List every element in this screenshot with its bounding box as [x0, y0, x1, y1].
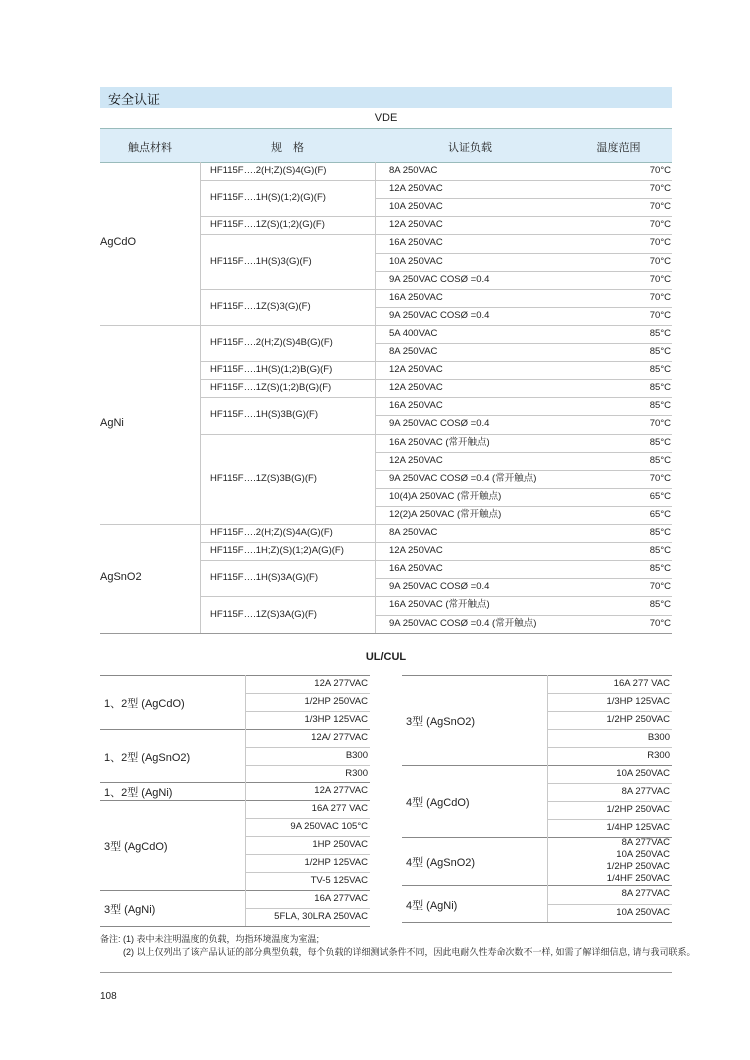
temp-cell: 85°C	[649, 364, 671, 376]
ul-value-cell: 8A 277VAC	[621, 786, 670, 798]
ul-value-cell: 5FLA, 30LRA 250VAC	[274, 910, 368, 922]
spec-cell: HF115F….1H(S)3(G)(F)	[210, 255, 312, 267]
row-divider	[375, 542, 672, 543]
ul-value-cell: 1/3HP 125VAC	[304, 713, 368, 725]
load-cell: 16A 250VAC	[389, 400, 443, 412]
ul-value-cell: 8A 277VAC	[621, 837, 670, 849]
ul-value-cell: TV-5 125VAC	[310, 874, 368, 886]
load-cell: 12A 250VAC	[389, 382, 443, 394]
header-temp: 温度范围	[596, 142, 641, 154]
row-divider	[375, 253, 672, 254]
spec-cell: HF115F….2(H;Z)(S)4(G)(F)	[210, 165, 327, 177]
temp-cell: 85°C	[649, 454, 671, 466]
col-divider	[375, 162, 376, 633]
vde-table-header	[100, 128, 672, 163]
ul-value-cell: 1/2HP 250VAC	[606, 861, 670, 873]
ul-value-cell: 1/4HP 125VAC	[606, 822, 670, 834]
temp-cell: 70°C	[649, 255, 671, 267]
note-line-1: 备注: (1) 表中未注明温度的负载，均指环境温度为室温;	[100, 934, 320, 944]
load-cell: 12A 250VAC	[389, 219, 443, 231]
ul-row-divider	[547, 801, 672, 802]
ul-row-divider	[547, 747, 672, 748]
ul-top-line	[402, 675, 672, 676]
load-cell: 16A 250VAC	[389, 291, 443, 303]
ul-group-label: 1、2型 (AgCdO)	[104, 697, 185, 710]
ul-row-divider	[547, 711, 672, 712]
temp-cell: 70°C	[649, 291, 671, 303]
load-cell: 8A 250VAC	[389, 346, 438, 357]
ul-value-cell: 8A 277VAC	[621, 888, 670, 900]
spec-cell: HF115F….1Z(S)(1;2)(G)(F)	[210, 219, 325, 231]
load-cell: 9A 250VAC COSØ =0.4	[389, 418, 490, 430]
ul-top-line	[100, 675, 370, 676]
load-cell: 8A 250VAC	[389, 527, 438, 538]
ul-value-cell: 10A 250VAC	[616, 849, 670, 861]
material-cell: AgSnO2	[100, 571, 142, 584]
temp-cell: 65°C	[649, 508, 671, 520]
row-divider	[375, 234, 672, 235]
ul-col-divider	[547, 675, 548, 922]
ul-value-cell: R300	[647, 750, 670, 762]
spec-divider	[200, 542, 375, 543]
row-divider	[375, 325, 672, 326]
ul-group-divider	[100, 729, 370, 730]
ul-value-cell: B300	[647, 732, 670, 744]
ul-group-divider	[402, 922, 672, 923]
temp-cell: 70°C	[649, 418, 671, 430]
spec-divider	[200, 216, 375, 217]
load-cell: 9A 250VAC COSØ =0.4 (常开触点)	[389, 617, 537, 629]
temp-cell: 70°C	[649, 273, 671, 285]
ul-value-cell: 12A 277VAC	[314, 785, 368, 797]
row-divider	[375, 578, 672, 579]
header-spec: 规 格	[271, 142, 304, 154]
spec-cell: HF115F….1H(S)(1;2)(G)(F)	[210, 192, 326, 204]
spec-divider	[200, 596, 375, 597]
section-title: 安全认证	[108, 92, 161, 107]
load-cell: 9A 250VAC COSØ =0.4	[389, 309, 490, 321]
ul-value-cell: 1/2HP 250VAC	[606, 804, 670, 816]
load-cell: 16A 250VAC	[389, 237, 443, 249]
note-line-2: (2) 以上仅列出了该产品认证的部分典型负载，每个负载的详细测试条件不同，因此电耐久性寿命次数不一样, 如需了解详细信息, 请与我司联系。	[123, 947, 696, 957]
row-divider	[375, 271, 672, 272]
ul-row-divider	[245, 747, 370, 748]
ul-group-divider	[402, 765, 672, 766]
table-bottom	[100, 633, 672, 634]
row-divider	[375, 379, 672, 380]
spec-divider	[200, 180, 375, 181]
ul-row-divider	[245, 818, 370, 819]
row-divider	[375, 434, 672, 435]
load-cell: 9A 250VAC COSØ =0.4 (常开触点)	[389, 472, 537, 484]
group-divider	[100, 524, 200, 525]
ul-group-divider	[100, 800, 370, 801]
temp-cell: 70°C	[649, 617, 671, 629]
spec-divider	[200, 234, 375, 235]
ul-group-label: 1、2型 (AgNi)	[104, 787, 173, 800]
ul-row-divider	[547, 783, 672, 784]
ul-title: UL/CUL	[365, 651, 407, 663]
footer-divider	[100, 972, 672, 973]
spec-cell: HF115F….1Z(S)(1;2)B(G)(F)	[210, 382, 332, 394]
temp-cell: 65°C	[649, 490, 671, 502]
row-divider	[375, 470, 672, 471]
ul-group-label: 4型 (AgNi)	[406, 899, 458, 912]
ul-group-divider	[100, 782, 370, 783]
ul-group-divider	[402, 885, 672, 886]
ul-value-cell: 9A 250VAC 105°C	[290, 821, 368, 833]
ul-value-cell: 12A/ 277VAC	[311, 731, 368, 743]
ul-row-divider	[547, 729, 672, 730]
ul-value-cell: 16A 277VAC	[314, 892, 368, 904]
ul-group-label: 4型 (AgSnO2)	[406, 857, 476, 870]
header-material: 触点材料	[128, 142, 172, 154]
spec-cell: HF115F….1Z(S)3A(G)(F)	[210, 608, 317, 620]
temp-cell: 85°C	[649, 527, 671, 538]
spec-divider	[200, 397, 375, 398]
spec-cell: HF115F….1Z(S)3(G)(F)	[210, 300, 311, 312]
spec-cell: HF115F….2(H;Z)(S)4B(G)(F)	[210, 337, 333, 348]
ul-group-label: 4型 (AgCdO)	[406, 797, 470, 810]
load-cell: 12A 250VAC	[389, 364, 443, 376]
ul-value-cell: 1/2HP 125VAC	[304, 857, 368, 868]
ul-group-divider	[100, 926, 370, 927]
spec-divider	[200, 434, 375, 435]
ul-row-divider	[547, 819, 672, 820]
col-divider	[200, 162, 201, 633]
row-divider	[375, 216, 672, 217]
temp-cell: 70°C	[649, 309, 671, 321]
row-divider	[375, 289, 672, 290]
ul-row-divider	[245, 854, 370, 855]
load-cell: 9A 250VAC COSØ =0.4	[389, 273, 490, 285]
ul-value-cell: 1/4HF 250VAC	[606, 873, 670, 885]
ul-value-cell: R300	[345, 767, 368, 779]
ul-row-divider	[245, 765, 370, 766]
ul-row-divider	[245, 872, 370, 873]
ul-row-divider	[547, 693, 672, 694]
ul-col-divider	[245, 675, 246, 926]
load-cell: 16A 250VAC	[389, 563, 443, 575]
ul-value-cell: 16A 277 VAC	[311, 803, 368, 815]
load-cell: 12A 250VAC	[389, 454, 443, 466]
spec-divider	[200, 361, 375, 362]
spec-divider	[200, 379, 375, 380]
section-title-bar	[100, 87, 672, 108]
temp-cell: 70°C	[649, 581, 671, 593]
load-cell: 12A 250VAC	[389, 183, 443, 195]
temp-cell: 70°C	[649, 183, 671, 195]
load-cell: 9A 250VAC COSØ =0.4	[389, 581, 490, 593]
row-divider	[375, 452, 672, 453]
ul-value-cell: 16A 277 VAC	[613, 678, 670, 689]
row-divider	[375, 560, 672, 561]
ul-value-cell: 10A 250VAC	[616, 768, 670, 780]
ul-value-cell: 12A 277VAC	[314, 678, 368, 689]
ul-row-divider	[547, 904, 672, 905]
ul-value-cell: 10A 250VAC	[616, 906, 670, 918]
ul-row-divider	[245, 908, 370, 909]
temp-cell: 85°C	[649, 436, 671, 448]
row-divider	[375, 615, 672, 616]
spec-cell: HF115F….1H(S)3B(G)(F)	[210, 409, 319, 421]
row-divider	[375, 343, 672, 344]
spec-divider	[200, 524, 375, 525]
spec-cell: HF115F….1Z(S)3B(G)(F)	[210, 472, 317, 484]
ul-group-label: 3型 (AgCdO)	[104, 841, 168, 854]
ul-group-divider	[100, 890, 370, 891]
temp-cell: 70°C	[649, 219, 671, 231]
header-load: 认证负载	[448, 142, 492, 154]
temp-cell: 70°C	[649, 237, 671, 249]
ul-group-label: 3型 (AgNi)	[104, 903, 156, 916]
spec-cell: HF115F….1H(S)3A(G)(F)	[210, 572, 319, 584]
row-divider	[375, 524, 672, 525]
load-cell: 12(2)A 250VAC (常开触点)	[389, 508, 502, 520]
notes	[100, 933, 696, 959]
row-divider	[375, 415, 672, 416]
spec-cell: HF115F….2(H;Z)(S)4A(G)(F)	[210, 527, 333, 539]
ul-value-cell: 1/2HP 250VAC	[304, 695, 368, 707]
spec-cell: HF115F….1H(S)(1;2)B(G)(F)	[210, 364, 333, 376]
ul-value-cell: 1/3HP 125VAC	[606, 696, 670, 708]
temp-cell: 85°C	[649, 400, 671, 412]
page-number: 108	[100, 991, 117, 1002]
load-cell: 16A 250VAC (常开触点)	[389, 599, 490, 611]
ul-group-label: 3型 (AgSnO2)	[406, 716, 476, 729]
temp-cell: 85°C	[649, 563, 671, 575]
vde-title: VDE	[374, 112, 398, 124]
temp-cell: 85°C	[649, 382, 671, 394]
temp-cell: 85°C	[649, 599, 671, 611]
ul-group-label: 1、2型 (AgSnO2)	[104, 751, 191, 764]
group-divider	[100, 325, 200, 326]
load-cell: 16A 250VAC (常开触点)	[389, 436, 490, 448]
spec-cell: HF115F….1H;Z)(S)(1;2)A(G)(F)	[210, 545, 344, 557]
load-cell: 12A 250VAC	[389, 545, 443, 557]
row-divider	[375, 180, 672, 181]
row-divider	[375, 397, 672, 398]
load-cell: 10A 250VAC	[389, 255, 443, 267]
temp-cell: 85°C	[649, 327, 671, 339]
row-divider	[375, 506, 672, 507]
temp-cell: 85°C	[649, 545, 671, 557]
load-cell: 10(4)A 250VAC (常开触点)	[389, 490, 502, 502]
ul-row-divider	[245, 836, 370, 837]
temp-cell: 70°C	[649, 201, 671, 213]
load-cell: 8A 250VAC	[389, 165, 438, 176]
ul-row-divider	[245, 693, 370, 694]
temp-cell: 85°C	[649, 346, 671, 357]
material-cell: AgCdO	[100, 236, 137, 249]
ul-value-cell: 1/2HP 250VAC	[606, 714, 670, 726]
load-cell: 10A 250VAC	[389, 201, 443, 213]
ul-row-divider	[245, 711, 370, 712]
row-divider	[375, 596, 672, 597]
spec-divider	[200, 560, 375, 561]
temp-cell: 70°C	[649, 165, 671, 176]
ul-value-cell: B300	[345, 749, 368, 761]
ul-value-cell: 1HP 250VAC	[312, 839, 368, 851]
material-cell: AgNi	[100, 417, 124, 430]
spec-divider	[200, 289, 375, 290]
row-divider	[375, 488, 672, 489]
row-divider	[375, 361, 672, 362]
row-divider	[375, 307, 672, 308]
temp-cell: 70°C	[649, 472, 671, 484]
row-divider	[375, 198, 672, 199]
load-cell: 5A 400VAC	[389, 327, 438, 339]
spec-divider	[200, 325, 375, 326]
